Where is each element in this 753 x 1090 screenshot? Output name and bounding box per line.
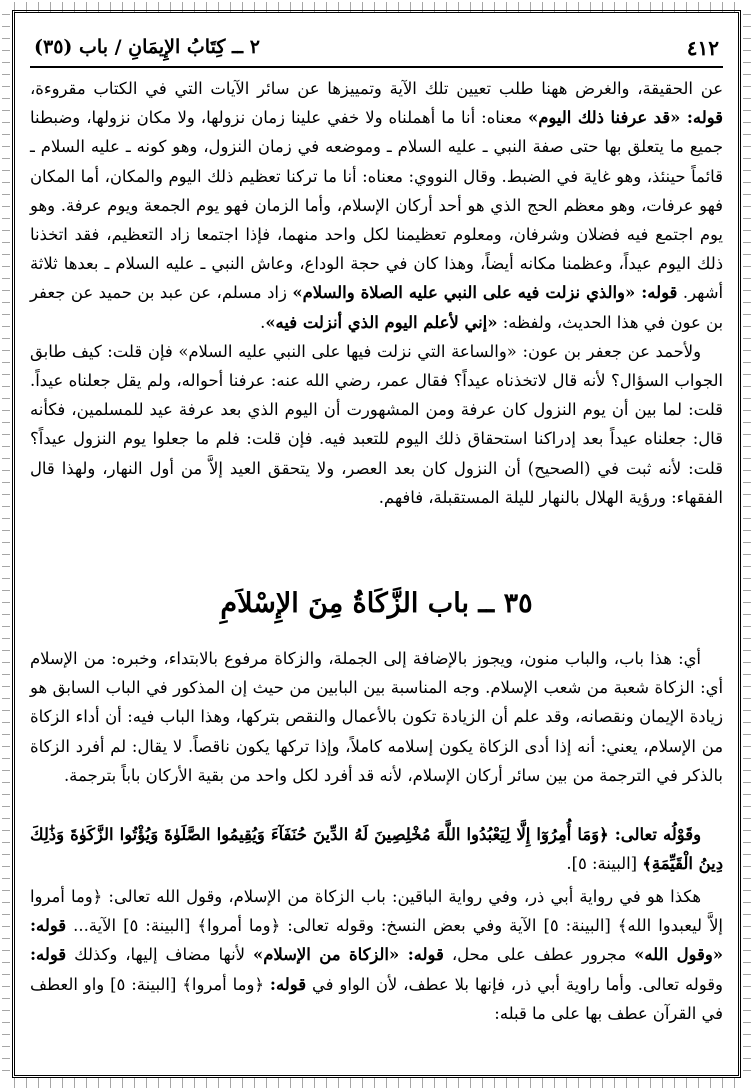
text-run: . <box>260 312 266 332</box>
text-run: معناه: أنا ما أهملناه ولا خفي علينا زمان نزولها، ولا مكان نزولها، وضبطنا جميع ما يتعلق بها حتى صفة النبي ـ عليه السلام ـ وموضعه في زمان النزول، وهو كونه ـ عليه السلام ـ قائماً حينئذ، وهو غاية في الضبط. وقال النووي: معناه: أنا ما تركنا تعظيم ذلك اليوم والمكان، أما المكان فهو عرفات، وهو معظم الحج الذي هو أحد أركان الإسلام، وأما الزمان فهو يوم الجمعة ويوم عرفة. وهو يوم اجتمع فيه فضلان وشرفان، ومعلوم تعظيمنا لكل واحد منهما، فإذا اجتمعا زاد التعظيم، فقد اتخذنا ذلك اليوم عيداً، وعظمنا مكانه أيضاً، وهذا كان في حجة الوداع، وعاش النبي ـ عليه السلام ـ بعدها ثلاثة أشهر. <box>30 108 723 303</box>
text-run: ﴿وما أمروا﴾ [البينة: ٥] واو العطف في القرآن عطف بها على ما قبله: <box>30 974 723 1023</box>
commentary-block-2 <box>30 644 723 790</box>
bold-text-run: قوله: <box>269 974 307 994</box>
page-header <box>30 36 723 68</box>
left-border-ornament <box>2 14 10 1076</box>
commentary-block-1 <box>30 74 723 512</box>
paragraph <box>30 644 723 790</box>
bottom-border-ornament <box>14 1078 739 1088</box>
bold-text-run: وقَوْلُه تعالى: <box>608 825 701 844</box>
bold-text-run: «إني لأعلم اليوم الذي أنزلت فيه» <box>265 312 498 332</box>
bold-text-run: قوله: «الزكاة من الإسلام» <box>252 945 444 965</box>
paragraph <box>30 820 723 878</box>
paragraph <box>30 882 723 1028</box>
running-title: ٢ ــ كِتَابُ الإِيمَانِ / باب (٣٥) <box>34 36 260 58</box>
text-run: ولأحمد عن جعفر بن عون: «والساعة التي نزلت فيها على النبي عليه السلام» فإن قلت: كيف طابق الجواب السؤال؟ لأنه قال لاتخذناه عيداً؟ فقال عمر، رضي الله عنه: عرفنا أحواله، ولم يقل جعلناه عيداً. قلت: لما بين أن يوم النزول كان عرفة ومن المشهورت أن اليوم الذي بعد عرفة عيد للمسلمين، فكأنه قال: جعلناه عيداً بعد إدراكنا استحقاق ذلك اليوم للتعبد فيه. فإن قلت: فلم ما جعلوا يوم النزول عيداً؟ قلت: لأنه ثبت في (الصحيح) أن النزول كان بعد العصر، ولا يتحقق العيد إلاَّ من أول النهار، ولهذا قال الفقهاء: ورؤية الهلال بالنهار لليلة المستقبلة، فافهم. <box>30 341 723 507</box>
text-run: أي: هذا باب، والباب منون، ويجوز بالإضافة إلى الجملة، والزكاة مرفوع بالابتداء، وخبره: من الإسلام أي: الزكاة شعبة من شعب الإسلام. وجه المناسبة بين البابين من حيث إن المذكور في الباب السابق هو زيادة الإيمان ونقصانه، وقد علم أن الزيادة تكون بالأعمال والنقص بتركها، وهذا الباب فيه: أن أداء الزكاة من الإسلام، يعني: أنه إذا أدى الزكاة يكون إسلامه كاملاً، وإذا تركها يكون ناقصاً. لا يقال: لم أفرد الزكاة بالذكر في الترجمة من بين سائر أركان الإسلام، لأنه قد أفرد لكل واحد من بقية الأركان باباً بترجمة. <box>30 649 723 785</box>
quran-verse-block <box>30 820 723 878</box>
text-run: [البينة: ٥]. <box>566 854 643 874</box>
bold-text-run: ﴿وَمَا أُمِرُوٓا إِلَّا لِيَعْبُدُوا اللَّهَ مُخْلِصِينَ لَهُ الدِّينَ حُنَفَآءَ وَيُقِيمُوا الصَّلَوٰةَ وَيُؤْتُوا الزَّكَوٰةَ وَذَٰلِكَ دِينُ الْقَيِّمَةِ﴾ <box>30 825 723 874</box>
right-border-ornament <box>743 14 751 1076</box>
bold-text-run: قوله: «والذي نزلت فيه على النبي عليه الصلاة والسلام» <box>292 283 678 303</box>
commentary-block-3 <box>30 882 723 1028</box>
chapter-heading: ٣٥ ــ باب الزَّكَاةُ مِنَ الإِسْلاَمِ <box>220 588 533 619</box>
bold-text-run: قوله: «قد عرفنا ذلك اليوم» <box>527 108 723 128</box>
page-number: ٤١٢ <box>686 36 719 60</box>
bold-text-run: قوله: <box>30 945 67 965</box>
text-run: لأنها مضاف إليها، وكذلك <box>66 945 253 965</box>
text-run: وقوله تعالى. وأما راوية أبي ذر، فإنها بلا عطف، لأن الواو في <box>306 974 723 994</box>
paragraph <box>30 337 723 512</box>
text-run: زاد مسلم، عن عبد بن حميد عن جعفر بن عون في هذا الحديث، ولفظه: <box>30 283 723 332</box>
text-run: هكذا هو في رواية أبي ذر، وفي رواية الباقين: باب الزكاة من الإسلام، وقول الله تعالى: ﴿وما أمروا إلاَّ ليعبدوا الله﴾ [البينة: ٥] الآية وفي بعض النسخ: وقوله تعالى: ﴿وما أمروا﴾ [البينة: ٥] الآية... <box>30 887 723 936</box>
paragraph <box>30 74 723 337</box>
bold-text-run: قوله: «وقول الله» <box>30 916 723 965</box>
text-run: مجرور عطف على محل، <box>443 945 635 965</box>
text-run: عن الحقيقة، والغرض ههنا طلب تعيين تلك الآية وتمييزها عن سائر الآيات التي في الكتاب مقروءة، <box>30 79 723 98</box>
